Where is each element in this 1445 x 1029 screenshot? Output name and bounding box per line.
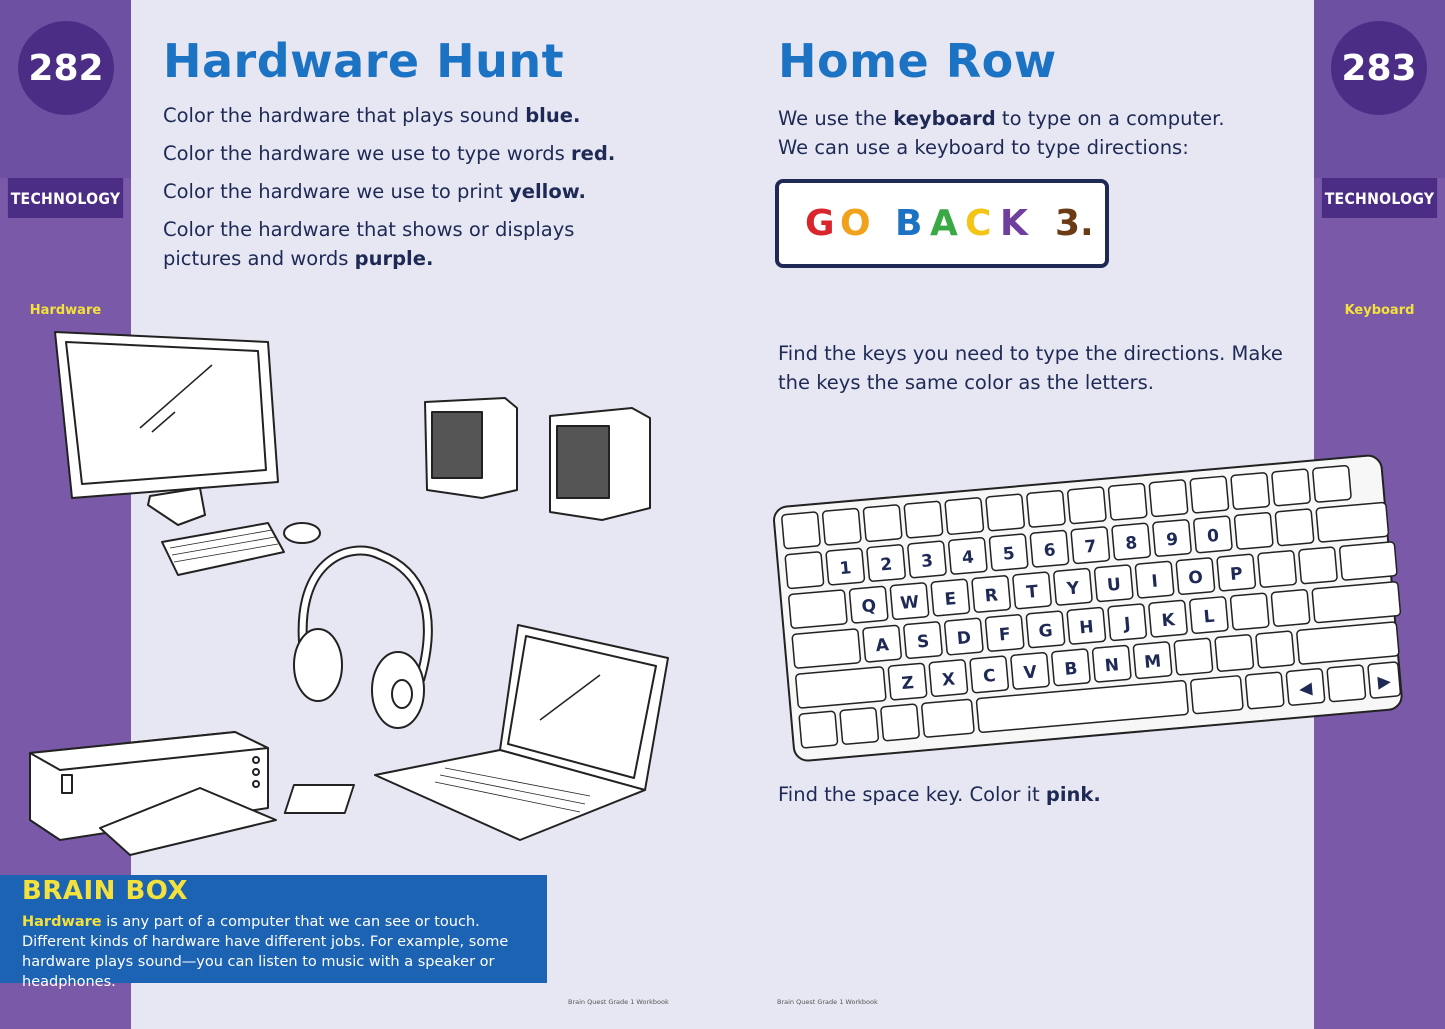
key-7	[1071, 527, 1110, 564]
key-blank	[1312, 465, 1351, 502]
space-key-instruction: Find the space key. Color it pink.	[778, 783, 1101, 806]
key-blank	[945, 498, 984, 535]
svg-text:▶: ▶	[1376, 671, 1392, 693]
key-u	[1094, 565, 1133, 602]
key-blank	[1312, 582, 1401, 623]
svg-text:B: B	[1063, 658, 1079, 680]
key-blank	[1174, 638, 1213, 675]
key-x	[929, 660, 968, 697]
key-blank	[795, 667, 886, 709]
svg-text:C: C	[982, 665, 997, 687]
key-blank	[1299, 547, 1338, 584]
svg-text:1: 1	[838, 558, 853, 580]
key-blank	[904, 501, 943, 538]
svg-text:J: J	[1123, 613, 1132, 635]
key-o	[1176, 558, 1215, 595]
key-f	[985, 614, 1024, 651]
key-blank	[1190, 476, 1229, 513]
key-blank	[782, 512, 821, 549]
key-◀	[1286, 668, 1325, 705]
svg-text:I: I	[1150, 571, 1159, 592]
svg-text:0: 0	[1206, 525, 1220, 547]
key-i	[1135, 561, 1174, 598]
key-h	[1067, 607, 1106, 644]
svg-text:4: 4	[961, 547, 975, 569]
direction-letter: K	[1000, 203, 1028, 244]
key-blank	[1271, 589, 1310, 626]
key-z	[888, 663, 927, 700]
page-number: 283	[1331, 21, 1427, 115]
key-blank	[1149, 480, 1188, 517]
instruction-purple-cont: pictures and words purple.	[163, 247, 434, 270]
svg-text:O: O	[1187, 567, 1204, 589]
svg-text:V: V	[1022, 662, 1038, 684]
svg-text:3: 3	[920, 550, 934, 572]
direction-letter: B	[895, 203, 923, 244]
key-y	[1053, 568, 1092, 605]
key-d	[944, 618, 983, 655]
key-blank	[1258, 550, 1297, 587]
key-blank	[1327, 665, 1366, 702]
direction-letter: C	[965, 203, 992, 244]
key-0	[1193, 516, 1232, 553]
key-blank	[1245, 672, 1284, 709]
svg-text:D: D	[956, 627, 972, 650]
key-blank	[1230, 593, 1269, 630]
key-blank	[921, 699, 974, 737]
page-title: Home Row	[778, 34, 1057, 88]
key-blank	[1215, 635, 1254, 672]
svg-text:S: S	[916, 631, 931, 653]
svg-text:X: X	[941, 669, 956, 691]
speaker-right-icon	[550, 408, 650, 520]
svg-text:L: L	[1202, 606, 1216, 628]
topic-label: Keyboard	[1344, 303, 1415, 318]
key-v	[1011, 652, 1050, 689]
instruction-red: Color the hardware we use to type words red.	[163, 142, 616, 165]
direction-letter: 3.	[1055, 203, 1094, 244]
key-blank	[1339, 542, 1397, 581]
key-blank	[1272, 469, 1311, 506]
svg-text:6: 6	[1042, 540, 1057, 562]
svg-text:H: H	[1078, 617, 1095, 639]
key-n	[1092, 645, 1131, 682]
svg-text:◀: ◀	[1298, 678, 1314, 700]
key-j	[1108, 604, 1147, 641]
hardware-illustrations	[0, 320, 700, 880]
svg-text:M: M	[1143, 651, 1163, 673]
svg-text:Q: Q	[860, 596, 877, 618]
key-blank	[1190, 676, 1243, 714]
key-r	[972, 575, 1011, 612]
direction-letter: A	[930, 203, 958, 244]
speaker-left-icon	[425, 398, 517, 498]
printer-icon	[30, 732, 276, 855]
key-g	[1026, 611, 1065, 648]
key-blank	[822, 508, 861, 545]
intro-line-2: We can use a keyboard to type directions:	[778, 136, 1189, 159]
footer-left: Brain Quest Grade 1 Workbook	[568, 998, 669, 1006]
instruction-blue: Color the hardware that plays sound blue.	[163, 104, 581, 127]
section-label: TECHNOLOGY	[8, 178, 123, 218]
directions-box	[775, 179, 1109, 268]
key-blank	[986, 494, 1025, 531]
key-6	[1030, 530, 1069, 567]
key-c	[970, 656, 1009, 693]
key-t	[1013, 572, 1052, 609]
key-blank	[785, 552, 824, 589]
brain-box-text: Hardware is any part of a computer that we can see or touch. Different kinds of hardware have different jobs. For example, some hardware plays sound—you can listen to music with a speaker or headphones.	[22, 914, 509, 990]
svg-text:7: 7	[1083, 536, 1098, 558]
svg-text:5: 5	[1002, 543, 1016, 565]
instruction-yellow: Color the hardware we use to print yellow.	[163, 180, 586, 203]
key-l	[1189, 597, 1228, 634]
key-blank	[881, 704, 920, 741]
svg-text:T: T	[1025, 581, 1039, 603]
key-blank	[840, 707, 879, 744]
headphones-icon	[294, 551, 428, 728]
section-label: TECHNOLOGY	[1322, 178, 1437, 218]
key-blank	[1256, 631, 1295, 668]
key-8	[1112, 523, 1151, 560]
find-keys-line-2: the keys the same color as the letters.	[778, 371, 1154, 394]
keyboard-illustration	[775, 450, 1415, 770]
key-blank	[1234, 512, 1273, 549]
key-k	[1149, 600, 1188, 637]
find-keys-line-1: Find the keys you need to type the directions. Make	[778, 342, 1283, 365]
key-1	[826, 548, 865, 585]
key-s	[904, 622, 943, 659]
key-blank	[1067, 487, 1106, 524]
key-9	[1153, 520, 1192, 557]
svg-text:G: G	[1037, 620, 1054, 642]
svg-text:9: 9	[1165, 529, 1179, 551]
footer-right: Brain Quest Grade 1 Workbook	[777, 998, 878, 1006]
key-q	[849, 586, 888, 623]
key-blank	[1108, 483, 1147, 520]
svg-text:Z: Z	[900, 673, 915, 695]
key-5	[989, 534, 1028, 571]
svg-text:8: 8	[1124, 533, 1139, 555]
page-number: 282	[18, 21, 114, 115]
key-blank	[1316, 502, 1389, 542]
intro-line-1: We use the keyboard to type on a computer.	[778, 107, 1225, 130]
svg-text:E: E	[943, 589, 958, 611]
svg-text:P: P	[1229, 564, 1244, 586]
key-blank	[1027, 490, 1066, 527]
svg-text:U: U	[1106, 574, 1122, 596]
svg-text:K: K	[1160, 610, 1176, 632]
key-blank	[1231, 473, 1270, 510]
key-▶	[1368, 662, 1401, 698]
mouse-icon	[284, 523, 320, 543]
brain-box-title: BRAIN BOX	[22, 876, 188, 906]
instruction-purple: Color the hardware that shows or displays	[163, 218, 575, 241]
page-title: Hardware Hunt	[163, 34, 565, 88]
key-4	[948, 537, 987, 574]
direction-letter: G	[805, 203, 835, 244]
svg-text:2: 2	[879, 554, 894, 576]
key-blank	[788, 590, 847, 629]
svg-text:W: W	[899, 592, 920, 614]
svg-text:A: A	[874, 635, 890, 657]
key-blank	[799, 711, 838, 748]
direction-letter: O	[840, 203, 871, 244]
key-b	[1051, 649, 1090, 686]
key-3	[908, 541, 947, 578]
svg-text:Y: Y	[1066, 578, 1081, 600]
key-e	[931, 579, 970, 616]
svg-text:F: F	[998, 624, 1012, 646]
monitor-icon	[55, 332, 278, 525]
key-2	[867, 545, 906, 582]
key-blank	[863, 505, 902, 542]
svg-text:N: N	[1103, 655, 1120, 677]
desktop-keyboard-icon	[162, 523, 284, 575]
key-m	[1133, 642, 1172, 679]
svg-text:R: R	[983, 585, 999, 607]
key-blank	[1275, 509, 1314, 546]
key-blank	[792, 629, 861, 669]
key-p	[1217, 554, 1256, 591]
key-w	[890, 583, 929, 620]
topic-label: Hardware	[29, 303, 102, 318]
key-a	[863, 625, 902, 662]
